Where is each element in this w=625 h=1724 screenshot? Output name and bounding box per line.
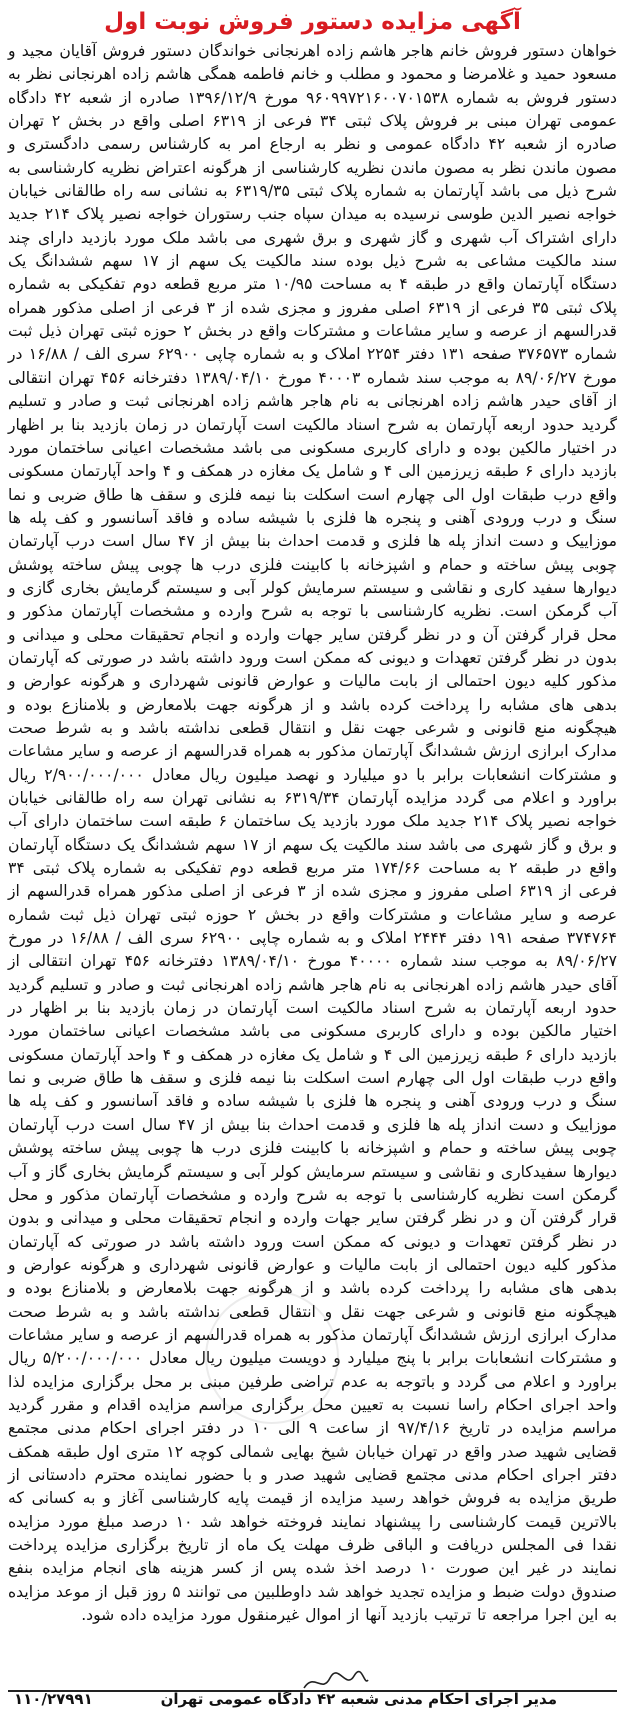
signer-title: مدیر اجرای احکام مدنی شعبه ۴۲ دادگاه عمومی تهران [160, 1690, 557, 1708]
notice-body: خواهان دستور فروش خانم هاجر هاشم زاده اهرنجانی خواندگان دستور فروش آقایان مجید و مسعود حمید و غلامرضا و محمود و مطلب و خانم فاطمه همگی هاشم زاده اهرنجانی نظر به دستور فروش به شماره ۹۶۰۹۹۷۲۱۶۰۰۷۰۱۵۳۸ مورخ ۱۳۹۶/۱۲/۹ صادره از شعبه ۴۲ دادگاه عمومی تهران مبنی بر فروش پلاک ثبتی ۳۴ فرعی از ۶۳۱۹ اصلی واقع در بخش ۲ تهران صادره از شعبه ۴۲ دادگاه عمومی و نظر به ارجاع امر به کارشناس رسمی دادگستری و مصون ماندن نظر به مصون ماندن نظریه کارشناسی از هرگونه اعتراض نظریه کارشناسی به شرح ذیل می باشد آپارتمان به شماره پلاک ثبتی ۶۳۱۹/۳۵ به نشانی سه راه طالقانی خیابان خواجه نصیر الدین طوسی نرسیده به میدان سپاه جنب رستوران خواجه نصیر پلاک ۲۱۴ جدید دارای اشتراک آب شهری و گاز شهری و برق شهری می باشد ملک مورد بازدید دارای چند سند مالکیت مشاعی به شرح ذیل بوده سند مالکیت یک سهم از ۱۷ سهم ششدانگ یک دستگاه آپارتمان واقع در طبقه ۴ به مساحت ۱۰/۹۵ متر مربع قطعه دوم تفکیکی به شماره پلاک ثبتی ۳۵ فرعی از ۶۳۱۹ اصلی مفروز و مجزی شده از ۳ فرعی از اصلی مذکور همراه قدرالسهم از عرصه و سایر مشاعات و مشترکات واقع در بخش ۲ حوزه ثبتی تهران ذیل ثبت شماره ۳۷۶۵۷۳ صفحه ۱۳۱ دفتر ۲۲۵۴ املاک و به شماره چاپی ۶۲۹۰۰ سری الف / ۱۶/۸۸ در مورخ ۸۹/۰۶/۲۷ به موجب سند شماره ۴۰۰۰۳ مورخ ۱۳۸۹/۰۴/۱۰ دفترخانه ۴۵۶ تهران انتقالی از آقای حیدر هاشم زاده اهرنجانی به نام هاجر هاشم زاده اهرنجانی ثبت و صادر و تسلیم گردید حدود اربعه آپارتمان به شرح اسناد مالکیت است آپارتمان در زمان بازدید بنا بر اظهار در اختیار مالکین بوده و دارای کاربری مسکونی می باشد مشخصات اعیانی ساختمان مورد بازدید دارای ۶ طبقه زیرزمین الی ۴ و شامل یک مغازه در همکف و ۴ واحد آپارتمان مسکونی واقع درب طبقات اول الی چهارم است اسکلت بنا نیمه فلزی و سقف ها طاق ضربی و نما سنگ و درب ورودی آهنی و پنجره ها فلزی با شیشه ساده و فاقد آسانسور و کف پله ها موزاییک و دست انداز پله ها فلزی و قدمت احداث بنا بیش از ۴۷ سال است درب آپارتمان چوبی پیش ساخته و حمام و اشپزخانه با کابینت فلزی درب ها چوبی پیش ساخته پوشش دیوارها سفید کاری و نقاشی و سیستم سرمایش کولر آبی و سیستم گرمایش بخاری گازی و آب گرمکن است. نظریه کارشناسی با توجه به شرح وارده و مشخصات آپارتمان مذکور و محل قرار گرفتن آن و در نظر گرفتن سایر جهات وارده و انجام تحقیقات محلی و میدانی و بدون در نظر گرفتن تعهدات و دیونی که ممکن است ورود داشته باشد در صورتی که آپارتمان مذکور کلیه دیون احتمالی از بابت مالیات و عوارض قانونی شهرداری و هرگونه عوارض و بدهی های مشابه را پرداخت کرده باشد و از هرگونه جهت بلامعارض و بلامنازع بوده و هیچگونه منع قانونی و شرعی جهت نقل و انتقال قطعی نداشته باشد و به شرط صحت مدارک ابرازی ارزش ششدانگ آپارتمان مذکور به همراه قدرالسهم از عرصه و سایر مشاعات و مشترکات انشعابات برابر با دو میلیارد و نهصد میلیون ریال معادل ۲/۹۰۰/۰۰۰/۰۰۰ ریال براورد و اعلام می گردد مزایده آپارتمان ۶۳۱۹/۳۴ به نشانی تهران سه راه طالقانی خیابان خواجه نصیر پلاک ۲۱۴ جدید ملک مورد بازدید یک ساختمان ۶ طبقه است ساختمان دارای آب و برق و گاز شهری می باشد سند مالکیت یک سهم از ۱۷ سهم ششدانگ یک دستگاه آپارتمان واقع در طبقه ۲ به مساحت ۱۷۴/۶۶ متر مربع قطعه دوم تفکیکی به شماره پلاک ثبتی ۳۴ فرعی از ۶۳۱۹ اصلی مفروز و مجزی شده از ۳ فرعی از اصلی مذکور همراه قدرالسهم از عرصه و سایر مشاعات و مشترکات واقع در بخش ۲ حوزه ثبتی تهران ذیل ثبت شماره ۳۷۴۷۶۴ صفحه ۱۹۱ دفتر ۲۴۴۴ املاک و به شماره چاپی ۶۲۹۰۰ سری الف / ۱۶/۸۸ در مورخ ۸۹/۰۶/۲۷ به موجب سند شماره ۴۰۰۰۰ مورخ ۱۳۸۹/۰۴/۱۰ دفترخانه ۴۵۶ تهران انتقالی از آقای حیدر هاشم زاده اهرنجانی به نام هاجر هاشم زاده اهرنجانی ثبت و صادر و تسلیم گردید حدود اربعه آپارتمان به شرح اسناد مالکیت است آپارتمان در زمان بازدید بنا بر اظهار در اختیار مالکین بوده و دارای کاربری مسکونی می باشد مشخصات اعیانی ساختمان مورد بازدید دارای ۶ طبقه زیرزمین الی ۴ و شامل یک مغازه در همکف و ۴ واحد آپارتمان مسکونی واقع درب طبقات اول الی چهارم است اسکلت بنا نیمه فلزی و سقف ها طاق ضربی و نما سنگ و درب ورودی آهنی و پنجره ها فلزی با شیشه ساده و فاقد آسانسور و کف پله ها موزاییک و دست انداز پله ها فلزی و قدمت احداث بنا بیش از ۴۷ سال است درب آپارتمان چوبی پیش ساخته و حمام و اشپزخانه با کابینت فلزی درب ها چوبی پیش ساخته پوشش دیوارها سفیدکاری و نقاشی و سیستم سرمایش کولر آبی و سیستم گرمایش بخاری گاز و آب گرمکن است نظریه کارشناسی با توجه به شرح وارده و مشخصات آپارتمان مذکور و محل قرار گرفتن آن و در نظر گرفتن سایر جهات وارده و انجام تحقیقات محلی و میدانی و بدون در نظر گرفتن تعهدات و دیونی که ممکن است ورود داشته باشد در صورتی که آپارتمان مذکور کلیه دیون احتمالی از بابت مالیات و عوارض قانونی شهرداری و هرگونه عوارض و بدهی های مشابه را پرداخت کرده باشد و از هرگونه جهت بلامعارض و بلامنازع بوده و هیچگونه منع قانونی و شرعی جهت نقل و انتقال قطعی نداشته باشد و به شرط صحت مدارک ابرازی ارزش ششدانگ آپارتمان مذکور به همراه قدرالسهم از عرصه و سایر مشاعات و مشترکات انشعابات برابر با پنج میلیارد و دویست میلیون ریال معادل ۵/۲۰۰/۰۰۰/۰۰۰ ریال براورد و اعلام می گردد و باتوجه به عدم تراضی طرفین مبنی بر محل برگزاری مزایده لذا واحد اجرای احکام راسا نسبت به تعیین محل برگزاری مراسم مزایده اقدام و مقرر گردید مراسم مزایده در تاریخ ۹۷/۴/۱۶ از ساعت ۹ الی ۱۰ در دفتر اجرای احکام مدنی مجتمع قضایی شهید صدر واقع در تهران خیابان شیخ بهایی شمالی کوچه ۱۲ متری اول طبقه همکف دفتر اجرای احکام مدنی مجتمع قضایی شهید صدر و با حضور نماینده محترم دادستانی از طریق مزایده به فروش خواهد رسید مزایده از قیمت پایه کارشناسی آغاز و به کسانی که بالاترین قیمت کارشناسی را پیشنهاد نمایند فروخته خواهد شد ۱۰ درصد مبلغ مورد مزایده نقدا فی المجلس دریافت و الباقی ظرف مهلت یک ماه از تاریخ برگزاری مزایده پرداخت نمایند در غیر این صورت ۱۰ درصد اخذ شده پس از کسر هزینه های انجام مزایده بنفع صندوق دولت ضبط و مزایده تجدید خواهد شد داوطلبین می توانند ۵ روز قبل از موعد مزایده به این اجرا مراجعه تا ترتیب بازدید آنها از اموال غیرمنقول مورد مزایده داده شود. [8, 42, 618, 1625]
notice-code: ۱۱۰/۲۷۹۹۱ [14, 1690, 93, 1708]
notice-title: آگهی مزایده دستور فروش نوبت اول [104, 9, 521, 35]
notice-footer [8, 1686, 617, 1716]
faded-stamp-icon [205, 1290, 339, 1424]
